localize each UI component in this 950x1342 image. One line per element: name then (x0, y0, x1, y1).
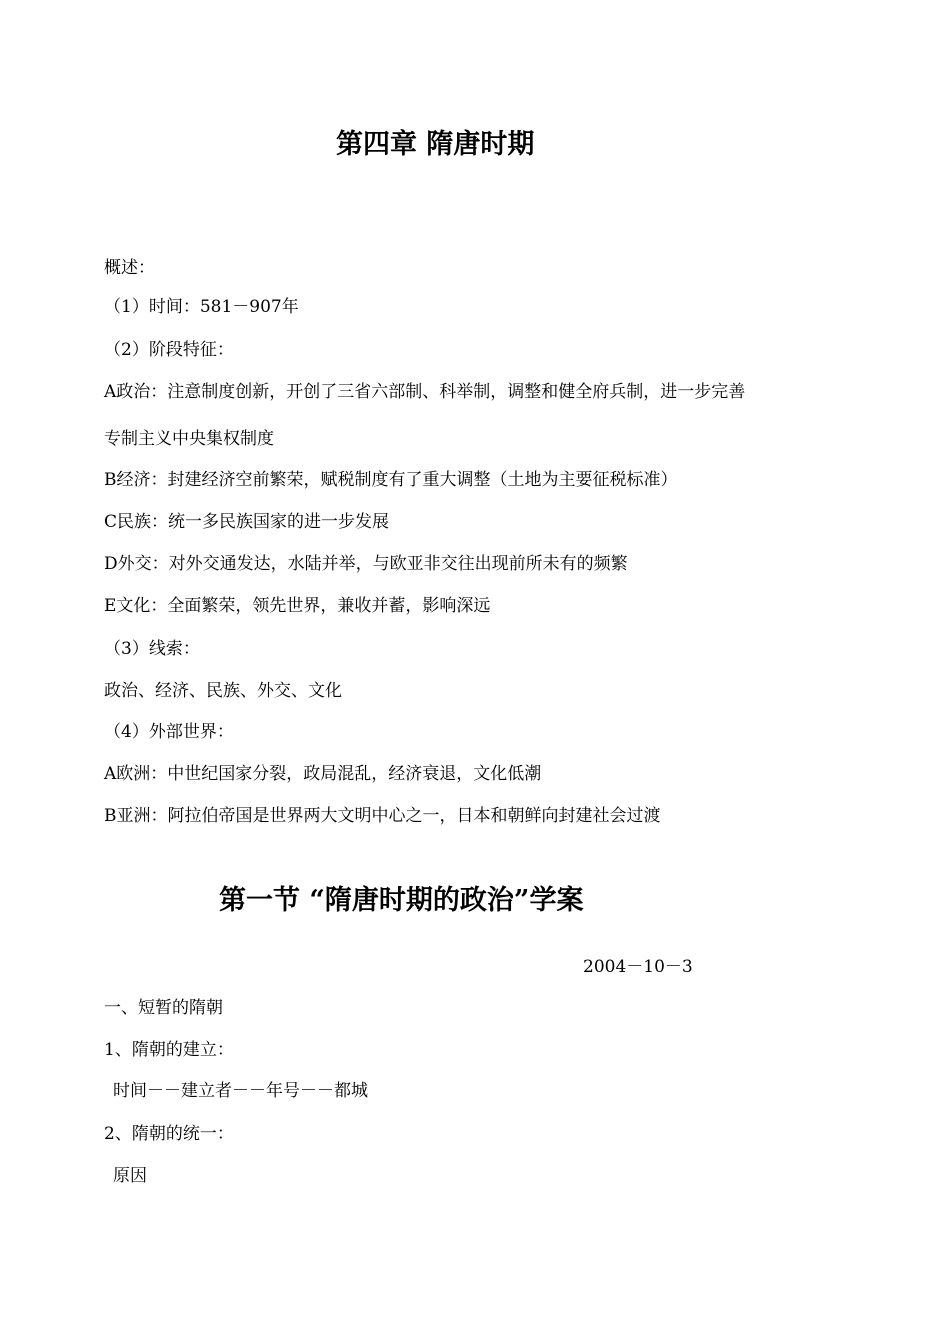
overview-clues: 政治、经济、民族、外交、文化 (104, 681, 342, 701)
overview-europe: A欧洲：中世纪国家分裂，政局混乱，经济衰退，文化低潮 (104, 764, 542, 784)
lesson-item1-detail: 时间－－建立者－－年号－－都城 (113, 1081, 368, 1101)
document-date: 2004－10－3 (583, 957, 693, 977)
chapter-title: 第四章 隋唐时期 (336, 129, 535, 160)
overview-politics-line1: A政治：注意制度创新，开创了三省六部制、科举制，调整和健全府兵制，进一步完善 (104, 382, 746, 402)
overview-economy: B经济：封建经济空前繁荣，赋税制度有了重大调整（土地为主要征税标准） (104, 470, 678, 490)
overview-diplomacy: D外交：对外交通发达，水陆并举，与欧亚非交往出现前所未有的频繁 (104, 554, 628, 574)
overview-time: （1）时间：581－907年 (104, 297, 299, 317)
overview-ethnic: C民族：统一多民族国家的进一步发展 (104, 512, 390, 532)
overview-culture: E文化：全面繁荣，领先世界，兼收并蓄，影响深远 (104, 596, 491, 616)
lesson-item2: 2、隋朝的统一： (104, 1124, 234, 1144)
overview-asia: B亚洲：阿拉伯帝国是世界两大文明中心之一，日本和朝鲜向封建社会过渡 (104, 806, 661, 826)
section-title: 第一节 “隋唐时期的政治”学案 (219, 885, 584, 916)
overview-politics-line2: 专制主义中央集权制度 (104, 429, 274, 449)
lesson-item1: 1、隋朝的建立： (104, 1040, 234, 1060)
lesson-part1: 一、短暂的隋朝 (104, 998, 223, 1018)
overview-heading: 概述： (104, 258, 155, 278)
overview-stage-heading: （2）阶段特征： (104, 340, 234, 360)
overview-clue-heading: （3）线索： (104, 639, 200, 659)
overview-world-heading: （4）外部世界： (104, 722, 234, 742)
lesson-item2-detail: 原因 (113, 1166, 147, 1186)
